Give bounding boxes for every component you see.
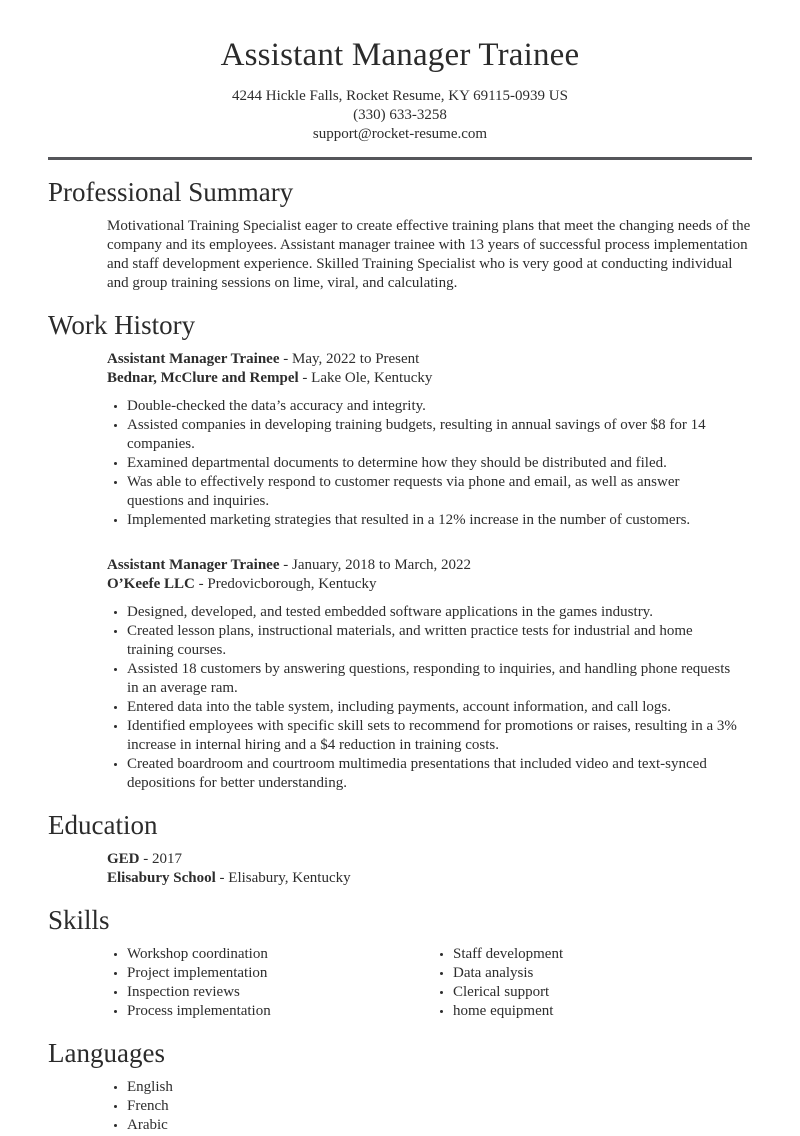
job-bullet: • Double-checked the data’s accuracy and integrity. [127, 397, 737, 416]
job-bullet: • Identified employees with specific skill sets to recommend for promotions or raises, resulting in a 3% increase in internal hiring and a $4 reduction in training costs. [127, 717, 737, 755]
job-bullet: • Created lesson plans, instructional materials, and written practice tests for industrial and home training courses. [127, 622, 737, 660]
job-2-title-line [107, 556, 752, 575]
job-1-company-line [107, 369, 752, 388]
skill-item: • Inspection reviews [127, 983, 433, 1002]
section-education [48, 810, 752, 888]
job-2-company: O’Keefe LLC [107, 575, 195, 592]
job-bullet: • Examined departmental documents to determine how they should be distributed and filed. [127, 454, 737, 473]
job-bullet: • Entered data into the table system, including payments, account information, and call logs. [127, 698, 737, 717]
job-2-dates: January, 2018 to March, 2022 [292, 556, 471, 573]
job-entry-2 [107, 556, 752, 793]
job-1-company: Bednar, McClure and Rempel [107, 369, 299, 386]
skills-columns [107, 945, 752, 1021]
skills-list-left [107, 945, 433, 1021]
job-bullet: • Designed, developed, and tested embedded software applications in the games industry. [127, 603, 737, 622]
section-work-history [48, 310, 752, 793]
job-bullet: • Was able to effectively respond to customer requests via phone and email, as well as answer questions and inquiries. [127, 473, 737, 511]
skill-item: • Data analysis [453, 964, 752, 983]
separator: - [139, 850, 153, 867]
page-title: Assistant Manager Trainee [220, 37, 580, 73]
separator: - [194, 575, 208, 592]
job-bullet: • Assisted 18 customers by answering questions, responding to inquiries, and handling phone requests in an average ram. [127, 660, 737, 698]
education-heading: Education [48, 809, 158, 840]
professional-summary-heading: Professional Summary [48, 176, 294, 207]
job-entry-1 [107, 350, 752, 530]
skill-item: • Project implementation [127, 964, 433, 983]
contact-address: 4244 Hickle Falls, Rocket Resume, KY 69115-0939 US [232, 87, 568, 104]
job-1-dates: May, 2022 to Present [292, 350, 420, 367]
job-1-title-line [107, 350, 752, 369]
work-history-heading: Work History [48, 309, 196, 340]
section-professional-summary [48, 177, 752, 293]
skill-item: • home equipment [453, 1002, 752, 1021]
resume-header [48, 36, 752, 144]
language-item: • French [127, 1097, 752, 1116]
skill-item: • Workshop coordination [127, 945, 433, 964]
job-1-role: Assistant Manager Trainee [107, 350, 280, 367]
separator: - [298, 369, 312, 386]
education-degree: GED [107, 850, 140, 867]
skills-heading: Skills [48, 904, 110, 935]
separator: - [279, 556, 292, 573]
education-location: Elisabury, Kentucky [228, 869, 351, 886]
job-1-bullet-list [107, 397, 737, 530]
job-1-location: Lake Ole, Kentucky [311, 369, 433, 386]
job-bullet: • Created boardroom and courtroom multimedia presentations that included video and text-synced depositions for better understanding. [127, 755, 737, 793]
job-bullet: • Implemented marketing strategies that resulted in a 12% increase in the number of customers. [127, 511, 737, 530]
job-2-bullet-list [107, 603, 737, 793]
header-divider [48, 157, 752, 160]
education-year: 2017 [152, 850, 183, 867]
education-school-line [107, 869, 752, 888]
section-skills [48, 905, 752, 1021]
education-degree-line [107, 850, 752, 869]
job-bullet: • Assisted companies in developing training budgets, resulting in annual savings of over $8 for 14 companies. [127, 416, 737, 454]
contact-info [48, 87, 752, 144]
skill-item: • Process implementation [127, 1002, 433, 1021]
skill-item: • Staff development [453, 945, 752, 964]
language-item: • Arabic [127, 1116, 752, 1135]
language-item: • English [127, 1078, 752, 1097]
languages-list [107, 1078, 752, 1135]
contact-phone: (330) 633-3258 [353, 106, 447, 123]
skills-list-right [433, 945, 752, 1021]
separator: - [215, 869, 229, 886]
education-school: Elisabury School [107, 869, 216, 886]
languages-heading: Languages [48, 1037, 165, 1068]
job-2-role: Assistant Manager Trainee [107, 556, 280, 573]
contact-email: support@rocket-resume.com [312, 125, 488, 142]
separator: - [279, 350, 292, 367]
professional-summary-text: Motivational Training Specialist eager to create effective training plans that meet the changing needs of the company and its employees. Assistant manager trainee with 13 years of successful process implementation and staff development experience. Skilled Training Specialist who is very good at conducting individual and group training sessions on lime, viral, and calculating. [107, 217, 751, 291]
job-2-company-line [107, 575, 752, 594]
section-languages [48, 1038, 752, 1135]
skill-item: • Clerical support [453, 983, 752, 1002]
job-2-location: Predovicborough, Kentucky [207, 575, 377, 592]
